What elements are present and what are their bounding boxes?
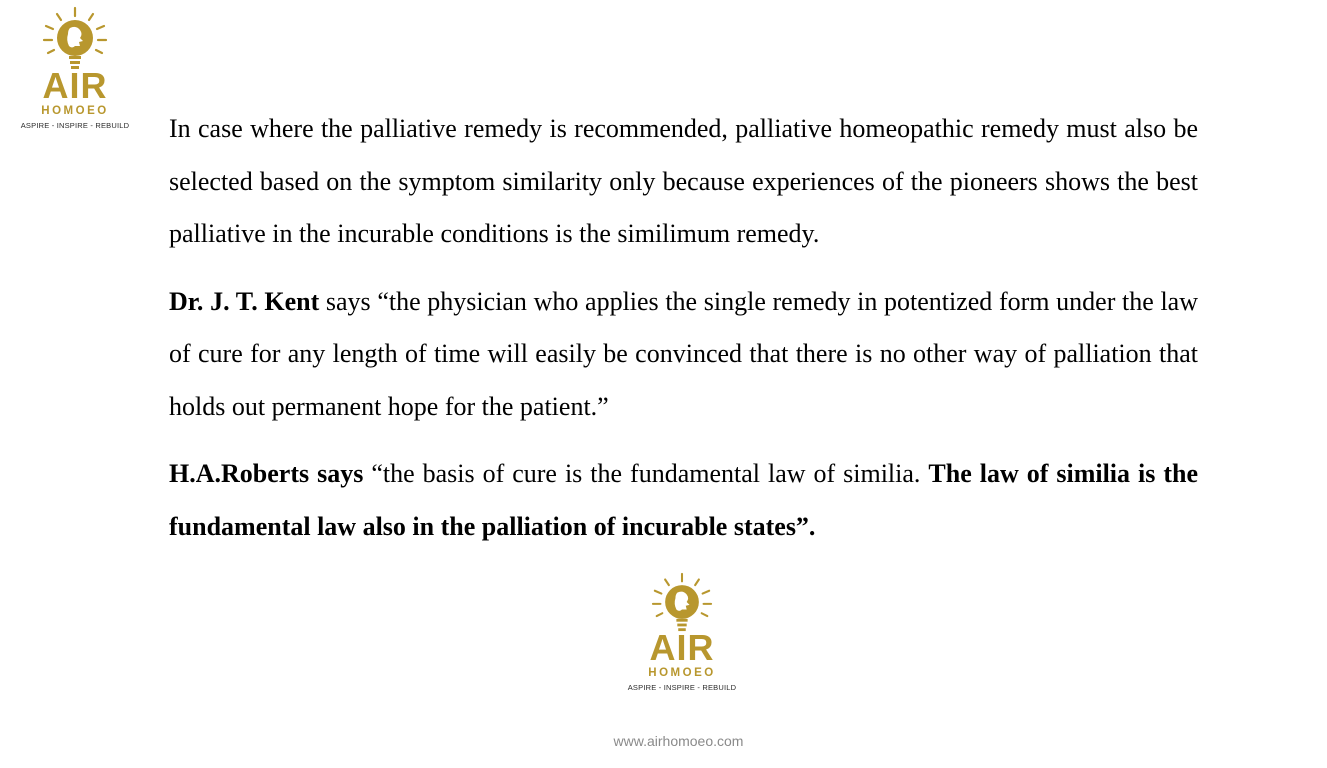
logo-top: [18, 6, 132, 129]
author-roberts: H.A.Roberts says: [169, 459, 364, 488]
logo-bottom: [626, 572, 738, 691]
paragraph-roberts: H.A.Roberts says “the basis of cure is the fundamental law of similia. The law of similia is the fundamental law also in the palliation of incurable states”.: [169, 459, 1199, 541]
lightbulb-head-icon: [40, 6, 110, 70]
logo-sub: HOMOEO: [648, 667, 716, 679]
paragraph-kent: Dr. J. T. Kent says “the physician who applies the single remedy in potentized form under the law of cure for any length of time will easily be convinced that there is no other way of palliation that holds out permanent hope for the patient.”: [169, 286, 1198, 421]
paragraph-palliative: In case where the palliative remedy is recommended, palliative homeopathic remedy must also be selected based on the symptom similarity only because experiences of the pioneers shows the best palliative in the incurable conditions is the similimum remedy.: [169, 114, 1198, 248]
main-content: [169, 103, 1198, 568]
logo-brand: AIR: [42, 65, 108, 106]
footer-url[interactable]: www.airhomoeo.com: [613, 733, 744, 749]
logo-brand: AIR: [649, 627, 715, 668]
lightbulb-head-icon: [649, 572, 715, 632]
roberts-emphasis: The law of similia is the fundamental law also in the palliation of incurable states”.: [169, 459, 1199, 541]
logo-sub: HOMOEO: [41, 105, 109, 117]
logo-tagline: ASPIRE - INSPIRE - REBUILD: [627, 682, 737, 692]
logo-tagline: ASPIRE - INSPIRE - REBUILD: [20, 120, 130, 130]
author-kent: Dr. J. T. Kent: [169, 286, 320, 316]
